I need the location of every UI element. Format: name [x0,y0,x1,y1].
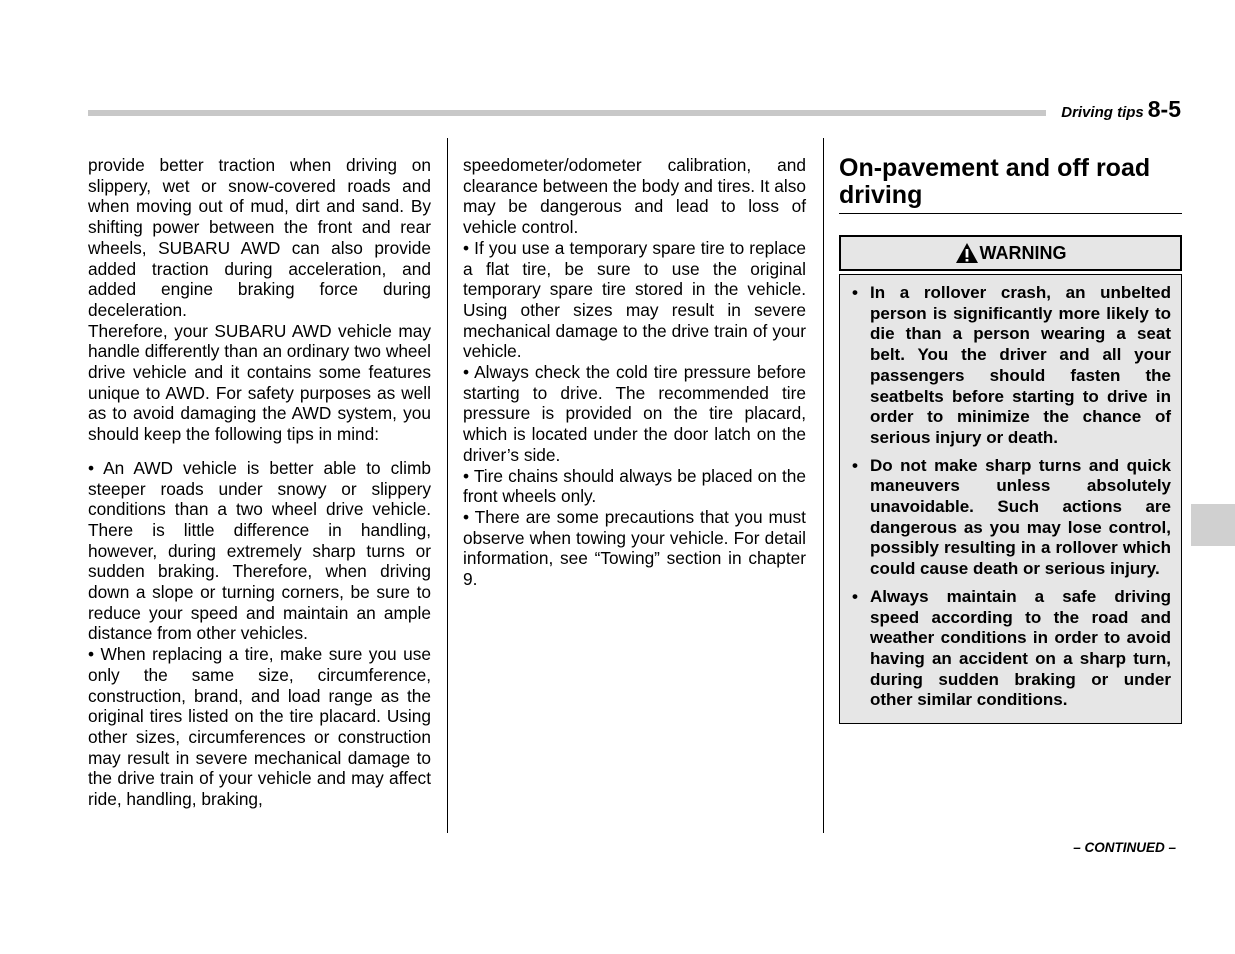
warning-item: • In a rollover crash, an unbelted person is significantly more likely to die than a person wearing a seat belt. You the driver and all your passengers should fasten the seatbelts before starting to drive in order to minimize the chance of serious injury or death. [852,283,1171,447]
running-header [1061,96,1181,123]
column-3 [839,155,1182,724]
bullet-item: • An AWD vehicle is better able to climb steeper roads under snowy or slippery conditions than a two wheel drive vehicle. There is little difference in handling, however, during extremely sharp turns or sudden braking. Therefore, when driving down a slope or turning corners, be sure to reduce your speed and maintain an ample distance from other vehicles. [88,457,431,644]
page-number: 8-5 [1147,96,1181,122]
warning-item: • Always maintain a safe driving speed according to the road and weather conditions in order to avoid having an accident on a sharp turn, during sudden braking or under other similar conditions. [852,586,1171,710]
bullet-icon: • [852,586,858,606]
warning-label: WARNING [979,242,1067,263]
warning-triangle-icon [955,242,979,264]
column-2 [463,155,806,590]
paragraph: speedometer/odometer calibration, and clearance between the body and tires. It also may be dangerous and lead to loss of vehicle control. [463,155,806,238]
section-title: Driving tips [1061,104,1144,121]
header-rule [88,110,1046,116]
bullet-item: • Tire chains should always be placed on the front wheels only. [463,465,806,507]
bullet-item: • There are some precautions that you must observe when towing your vehicle. For detail information, see “Towing” section in chapter 9. [463,506,806,590]
chapter-thumb-tab [1191,504,1235,546]
continued-label: – CONTINUED – [1073,840,1176,855]
bullet-item: • If you use a temporary spare tire to replace a flat tire, be sure to use the original temporary spare tire stored in the vehicle. Using other sizes may result in severe mechanical damage to the drive train of your vehicle. [463,237,806,362]
warning-header [839,235,1182,271]
bullet-icon: • [852,283,858,302]
bullet-item: • When replacing a tire, make sure you use only the same size, circumference, construction, brand, and load range as the original tires listed on the tire placard. Using other sizes, circumferences or construction may result in severe mechanical damage to the drive train of your vehicle and may affect ride, handling, braking, [88,644,431,810]
warning-box [839,274,1182,724]
section-heading: On-pavement and off road driving [839,155,1182,214]
paragraph: provide better traction when driving on slippery, wet or snow-covered roads and when moving out of mud, dirt and sand. By shifting power between the front and rear wheels, SUBARU AWD can also provide added traction during acceleration, and added engine braking force during deceleration. [88,155,431,320]
paragraph: Therefore, your SUBARU AWD vehicle may handle differently than an ordinary two wheel drive vehicle and it contains some features unique to AWD. For safety purposes as well as to avoid damaging the AWD system, you should keep the following tips in mind: [88,320,431,445]
column-1 [88,155,431,810]
warning-item: • Do not make sharp turns and quick maneuvers unless absolutely unavoidable. Such actions are dangerous as you may lose control, possibly resulting in a rollover which could cause death or serious injury. [852,455,1171,579]
bullet-item: • Always check the cold tire pressure before starting to drive. The recommended tire pressure is provided on the tire placard, which is located under the door latch on the driver’s side. [463,362,806,465]
bullet-icon: • [852,455,858,475]
column-divider [823,138,824,833]
column-divider [447,138,448,833]
